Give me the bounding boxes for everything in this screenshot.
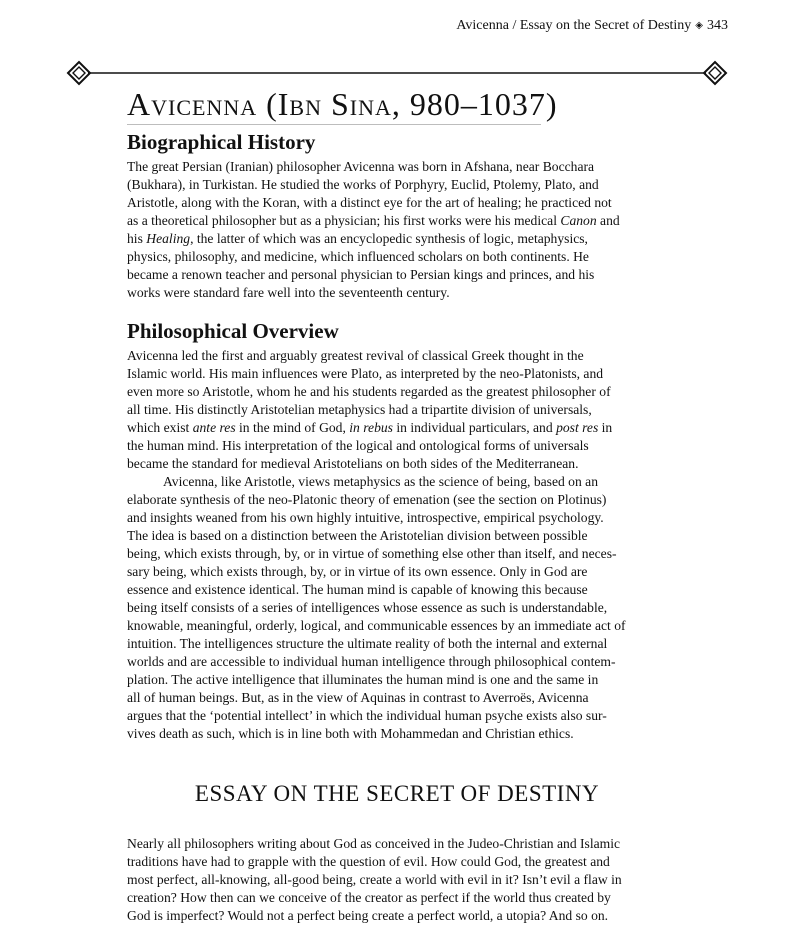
essay-title: ESSAY ON THE SECRET OF DESTINY: [194, 781, 600, 806]
ornamental-rule: [66, 60, 728, 86]
ornamental-rule-graphic: [66, 60, 728, 86]
overview-heading: Philosophical Overview: [127, 319, 339, 343]
biographical-paragraph: The great Persian (Iranian) philosopher Avicenna was born in Afshana, near Bocchara (Bukhara), in Turkistan. He studied the works of Porphyry, Euclid, Ptolemy, Plato, and Aristotle, along with the Koran, with a distinct eye for the art of healing; he practiced not as a theoretical philosopher but as a physician; his first works were his medical Canon and his Healing, the latter of which was an encyclopedic synthesis of logic, metaphysics, physics, philosophy, and medicine, which influenced scholars on both continents. He became a renown teacher and personal physician to Persian kings and princes, and his works were standard fare well into the seventeenth century.: [127, 159, 620, 300]
overview-paragraph-1: Avicenna led the first and arguably greatest revival of classical Greek thought in the Islamic world. His main influences were Plato, as interpreted by the neo-Platonists, and even more so Aristotle, whom he and his students regarded as the greatest philosopher of all time. His distinctly Aristotelian metaphysics had a tripartite division of universals, which exist ante res in the mind of God, in rebus in individual particulars, and post res in the human mind. His interpretation of the logical and ontological forms of universals became the standard for medieval Aristotelians on both sides of the Mediterranean.: [127, 348, 613, 471]
ornament-diamond-icon: ◈: [695, 20, 703, 31]
essay-paragraph: Nearly all philosophers writing about God as conceived in the Judeo-Christian and Islamic traditions have had to grapple with the question of evil. How could God, the greatest and most perfect, all-knowing, all-good being, create a world with evil in it? Isn’t evil a flaw in creation? How then can we conceive of the creator as perfect if the world thus created by God is imperfect? Would not a perfect being create a perfect world, a utopia? And so on.: [127, 836, 622, 923]
overview-paragraph-2: Avicenna, like Aristotle, views metaphysics as the science of being, based on an elaborate synthesis of the neo-Platonic theory of emenation (see the section on Plotinus) and insights weaned from his own highly intuitive, introspective, empirical psychology. The idea is based on a distinction between the Aristotelian division between possible being, which exists through, by, or in virtue of something else other than itself, and neces- sary being, which exists through, by, or in virtue of its own essence. Only in God are essence and existence identical. The human mind is capable of knowing this because being itself consists of a series of intelligences whose essence as such is understandable, knowable, meaningful, orderly, logical, and communicable essences by an immediate act of intuition. The intelligences structure the ultimate reality of both the internal and external worlds and are accessible to individual human intelligence through philosophical contem- plation. The active intelligence that illuminates the human mind is one and the same in all of human beings. But, as in the view of Aquinas in contrast to Averroës, Avicenna argues that the ‘potential intellect’ in which the individual human psyche exists also sur- vives death as such, which is in line both with Mohammedan and Christian ethics.: [127, 474, 626, 741]
biographical-heading: Biographical History: [127, 130, 316, 154]
title-underline: [127, 124, 541, 125]
right-diamond-ornament-icon: [704, 62, 726, 84]
page-number: 343: [707, 18, 728, 33]
page-content: [127, 84, 667, 925]
running-head: [456, 18, 728, 34]
left-diamond-ornament-icon: [68, 62, 90, 84]
running-head-title: Avicenna / Essay on the Secret of Destiny: [456, 18, 692, 33]
chapter-title: Avicenna (Ibn Sina, 980–1037): [127, 86, 558, 122]
